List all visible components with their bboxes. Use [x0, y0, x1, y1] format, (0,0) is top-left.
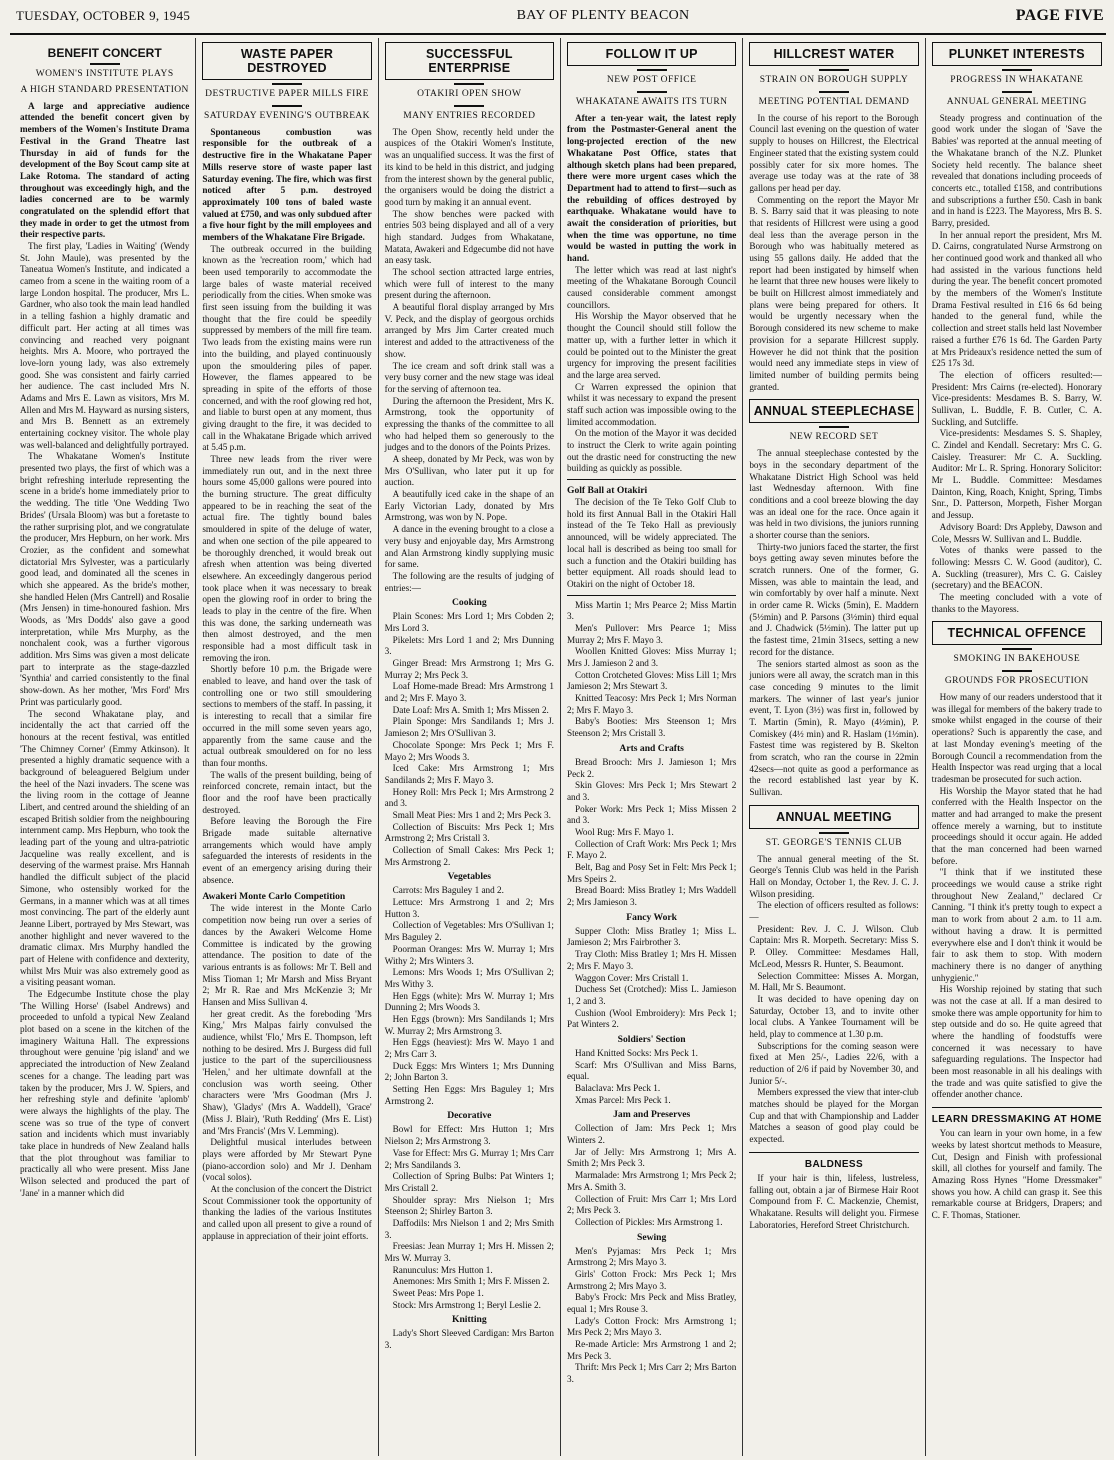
result-entry: Bowl for Effect: Mrs Hutton 1; Mrs Nielson 2; Mrs Armstrong 3.	[384, 1124, 554, 1147]
paragraph: The following are the results of judging of entries:—	[384, 570, 554, 593]
lead-paragraph: A large and appreciative audience attended the benefit concert given by members of the Women's Institute Drama Festival in the Grand Theatre last Thursday in aid of funds for the development of the Boy Scout camp site at Lake Rotoma. The standard of acting throughout was exceedingly high, and the ladies concerned are to be warmly congratulated on the splendid effort that they made in order to get the utmost from their respective parts.	[20, 100, 190, 240]
subheadline: WHAKATANE AWAITS ITS TURN	[575, 96, 728, 107]
divider	[749, 1152, 918, 1153]
result-entry: Sweet Peas: Mrs Pope 1.	[392, 1288, 484, 1299]
result-entry: Lemons: Mrs Woods 1; Mrs O'Sullivan 2; Mrs Withy 3.	[384, 967, 554, 989]
result-entry: Waggon Cover: Mrs Cristall 1.	[574, 972, 689, 983]
body-paragraphs	[749, 448, 918, 799]
divider	[819, 832, 849, 834]
results-section-heading: Decorative	[447, 1110, 492, 1122]
body-paragraphs	[749, 113, 918, 394]
paragraph: The letter which was read at last night's meeting of the Whakatane Borough Council caused considerable comment amongst councillors.	[566, 264, 737, 310]
article-technical-offence	[932, 621, 1102, 1101]
column-3	[379, 38, 561, 1456]
paragraph: His Worship the Mayor observed that he thought the Council should still follow the matter up, with a further letter in which it could be pointed out to the Minister the great urgency for improving the present facilities and the large area served.	[566, 311, 737, 380]
subheadline: NEW RECORD SET	[789, 432, 879, 443]
body-paragraphs	[202, 244, 371, 887]
article-plunket-interests	[932, 42, 1102, 615]
advert-title: LEARN DRESSMAKING AT HOME	[931, 1114, 1102, 1126]
result-entry: Collection of Pickles: Mrs Armstrong 1.	[574, 1216, 723, 1227]
subheadline: OTAKIRI OPEN SHOW	[417, 89, 522, 99]
paragraph: Steady progress and continuation of the good work under the slogan of 'Save the Babies' was reported at the annual meeting of the Whakatane branch of the N.Z. Plunket Society held recently. The balance sheet revealed that donations including proceeds of concerts etc., totalled £158, and contributions and subscriptions a further £50. Cash in bank and in hand is £223. The Mayoress, Mrs B. S. Barry, presided.	[931, 112, 1102, 228]
column-4	[561, 38, 743, 1456]
divider	[819, 69, 849, 71]
paragraph: President: Rev. J. C. J. Wilson. Club Captain: Mrs R. Morpeth. Secretary: Miss S. P. Olley. Committee: Mesdames Hall, McLeod, Messrs R. Hunter, S. Beaumont.	[749, 923, 919, 969]
divider	[90, 63, 120, 65]
divider	[637, 69, 667, 71]
column-2	[196, 38, 378, 1456]
results-list	[385, 597, 554, 1352]
result-entry: Collection of Small Cakes: Mrs Peck 1; Mrs Armstrong 2.	[384, 845, 554, 867]
result-entry: Wool Rug: Mrs F. Mayo 1.	[574, 826, 674, 837]
paragraph: The Whakatane Women's Institute presented two plays, the first of which was a bright refreshing interlude representing the scene in a bride's home immediately prior to the wedding. The title 'One Wedding Two Brides' (Ursala Bloom) was but a foretaste to the rather surprising plot, and we congratulate the producer, Mrs Hepburn, on her work. Mrs Crozier, as the confident and somewhat dictatorial Mrs Sylvester, was a particularly good lead, and dominated all the scenes in which she appeared. As the bride's mother, she handled Helen (Mrs Cantrell) and Rosalie (Mrs Jensen) in time-honoured fashion. Mrs Woods, as 'Mrs Dodds' also gave a good interpretation, while Mrs Murphy, as the nonchalent cook, was a further vigorous addition. Mrs Sims was given a most delicate part to interprate as the stage-dazzled 'Synthia' and carried consistently to the final show-down. As her mother, 'Mrs Ford' Mrs Print was particularly good.	[20, 451, 190, 707]
subheadline: GROUNDS FOR PROSECUTION	[944, 676, 1089, 687]
result-entry: Men's Pullover: Mrs Pearce 1; Miss Murray 2; Mrs F. Mayo 3.	[566, 622, 737, 645]
results-section-heading: Cooking	[451, 597, 487, 609]
paragraph: Cr Warren expressed the opinion that whilst it was necessary to expand the present staff such action was impossible owing to the limited accommodation.	[566, 381, 737, 427]
results-section-heading: Knitting	[451, 1314, 487, 1326]
paragraph: The annual general meeting of the St. George's Tennis Club was held in the Parish Hall on Monday, October 1, the Rev. J. C. J. Wilson presiding.	[749, 853, 919, 899]
masthead	[16, 2, 1104, 30]
paragraph: A beautiful floral display arranged by Mrs V. Peck, and the display of georgous orchids arranged by Mrs Jim Carter created much interest and added to the attractiveness of the show.	[384, 302, 554, 359]
headline: HILLCREST WATER	[749, 42, 918, 66]
result-entry: Hen Eggs (white): Mrs W. Murray 1; Mrs Dunning 2; Mrs Woods 3.	[384, 990, 554, 1013]
paragraph: Commenting on the report the Mayor Mr B. S. Barry said that it was pleasing to note that residents of Hillcrest were using a good deal less than the average person in the Borough who was habitually metered as using 55 gallons daily. He added that the report had been instigated by himself when he learnt that three new houses were likely to be built on Hillcrest almost immediately and plans were being prepared for others. It would be urgently necessary when the Borough considered its new scheme to make provision for a separate Hillcrest supply. However he did not think that the position would need any immediate steps in view of limited number of building permits being granted.	[749, 194, 919, 392]
divider	[932, 1107, 1102, 1108]
headline: FOLLOW IT UP	[567, 42, 736, 66]
results-section-heading: Jam and Preserves	[613, 1109, 691, 1121]
paragraph: Members expressed the view that inter-club matches should be played for the Morgan Cup and that with Championship and Ladder Matches a season of good play could be expected.	[749, 1087, 919, 1145]
lead-paragraph: After a ten-year wait, the latest reply from the Postmaster-General anent the long-projected erection of the new Whakatane Post Office, states that although sketch plans had been prepared, there were more urgent cases which the Department had to attend to first—such as the rebuilding of offices destroyed by earthquake. Whakatane would have to await the consideration of priorities, but when the time was opportune, no time would be wasted in putting the work in hand.	[566, 112, 737, 263]
paragraph: The Open Show, recently held under the auspices of the Otakiri Women's Institute, was an unqualified success. It was the first of its kind to be held in this district, and judging from the interest shown by the general public, the organisers would be doing the district a good turn by making it an annual event.	[384, 126, 554, 207]
result-entry: Daffodils: Mrs Nielson 1 and 2; Mrs Smith 3.	[384, 1217, 554, 1240]
result-entry: Knitted Teacosy: Mrs Peck 1; Mrs Norman 2; Mrs F. Mayo 3.	[566, 693, 737, 715]
paragraph: The outbreak occurred in the building known as the 'recreation room,' which had been used temporarily to accommodate the large bales of waste material received periodically from the cities. When smoke was first seen issuing from the building it was thought that the fire could be speedily suppressed by members of the mill fire team. Two leads from the existing mains were run into the building, and played continuously upon the smouldering piles of paper. However, the flames appeared to be spreading in spite of the efforts of those concerned, and with the roof glowing red hot, and liable to burst open at any moment, thus giving draught to the fire, it was decided to call in the Whakatane Brigade which arrived at 5.45 p.m.	[202, 243, 372, 453]
result-entry: Collection of Spring Bulbs: Pat Winters 1; Mrs Cristall 2.	[384, 1171, 554, 1193]
article-annual-steeplechase	[749, 399, 918, 799]
result-entry: Stock: Mrs Armstrong 1; Beryl Leslie 2.	[392, 1299, 541, 1310]
result-entry: Men's Pyjamas: Mrs Peck 1; Mrs Armstrong 2; Mrs Mayo 3.	[566, 1245, 737, 1268]
result-entry: Supper Cloth: Miss Bratley 1; Miss L. Jamieson 2; Mrs Fairbrother 3.	[566, 925, 737, 948]
result-entry: Tray Cloth: Miss Bratley 1; Mrs H. Missen 2; Mrs F. Mayo 3.	[566, 949, 737, 971]
headline: BENEFIT CONCERT	[47, 46, 162, 60]
paragraph: His Worship rejoined by stating that such was not the case at all. If a man desired to smoke there was ample opportunity for him to step outside and do so. He quite agreed that where the handling of foodstuffs were concerned it was necessary to have safeguarding regulations. The Inspector had been most reasonable in all his dealings with the trade and was quite satisfied to give the offender another chance.	[931, 984, 1102, 1100]
result-entry: Lady's Short Sleeved Cardigan: Mrs Barton 3.	[384, 1328, 554, 1351]
paragraph: The election of officers resulted as follows:—	[749, 900, 919, 923]
divider	[567, 595, 736, 596]
divider	[454, 83, 484, 85]
divider	[1002, 69, 1032, 71]
paragraph: Delightful musical interludes between plays were afforded by Mr Stewart Pyne (piano-accordion solo) and Mr J. Denham (vocal solos).	[202, 1137, 372, 1183]
result-entry: Lettuce: Mrs Armstrong 1 and 2; Mrs Hutton 3.	[384, 897, 554, 919]
subheadline: A HIGH STANDARD PRESENTATION	[20, 84, 189, 95]
page-number: PAGE FIVE	[1015, 7, 1104, 24]
divider	[1002, 648, 1032, 650]
subheadline: SATURDAY EVENING'S OUTBREAK	[204, 110, 370, 121]
paragraph: How many of our readers understood that it was illegal for members of the bakery trade to smoke whilst engaged in the course of their operations? Such is apparently the case, and at last Monday evening's meeting of the Borough Council a recommendation from the Health Inspector was read urging that a local tradesman be prosecuted for such action.	[931, 692, 1102, 784]
body-paragraphs	[202, 903, 371, 1242]
result-entry: Iced Cake: Mrs Armstrong 1; Mrs Sandilands 2; Mrs F. Mayo 3.	[384, 763, 554, 785]
paragraph: The wide interest in the Monte Carlo competition now being run over a series of dances by the Awakeri Welcome Home Committee is indicated by the growing attendance. The position to date of the various entrants is as follows: Mr T. Bell and Miss Tioman 1; Mr Marsh and Miss Bryant 2; Mr R. Rae and Mrs McKenzie 3; Mr Hansen and Miss Sullivan 4.	[202, 903, 372, 1007]
result-entry: Woollen Knitted Gloves: Miss Murray 1; Mrs J. Jamieson 2 and 3.	[566, 646, 737, 668]
paragraph: The annual steeplechase contested by the boys in the secondary department of the Whakatane District High School was held last Wednesday afternoon. With fine conditions and a cool breeze blowing the day was an ideal one for the race. Once again it was held in two divisions, the juniors running a shorter course than the seniors.	[749, 448, 919, 540]
result-entry: Duchess Set (Crotched): Miss L. Jamieson 1, 2 and 3.	[566, 984, 737, 1006]
result-entry: Thrift: Mrs Peck 1; Mrs Carr 2; Mrs Barton 3.	[566, 1362, 737, 1385]
result-entry: Cushion (Wool Embroidery): Mrs Peck 1; Pat Winters 2.	[566, 1007, 737, 1030]
result-entry: Duck Eggs: Mrs Winters 1; Mrs Dunning 2; John Barton 3.	[384, 1060, 554, 1083]
result-entry: Carrots: Mrs Baguley 1 and 2.	[392, 885, 504, 896]
advert-text: You can learn in your own home, in a few weeks by latest shortcut methods to Measure, Cut, Design and Finish with professional skill, all clothes for yourself and family. The Amazing Ross Hynes "Home Dressmaker" shows you how. A child can grasp it. See this remarkable course at Bridgers, Drapers; and C. F. Thomas, Stationer.	[931, 1128, 1102, 1220]
article-successful-enterprise	[385, 42, 554, 1352]
subsection-title: Awakeri Monte Carlo Competition	[202, 891, 346, 903]
paragraph: The seniors started almost as soon as the juniors were all away, the scratch man in this case conceding 9 minutes to the limit markers. The winner of last year's junior event, T. Lyon (3½) was first in, followed by T. Martin (5min), R. Mayo (4½min), P. Comiskey (4½ min) and R. Haslam (1½min). Fastest time was registered by B. Skelton from scratch, who ran the course in 22min 42secs—not quite as good a performance as the record established last year by K. Sullivan.	[749, 658, 919, 798]
paragraph: Shortly before 10 p.m. the Brigade were enabled to leave, and hand over the task of controlling one or two still smouldering sections to members of the staff. In passing, it is interesting to recall that a similar fire occurred in the mill some seven years ago, apparently from the same cause and the actual outbreak smouldered on for no less than four months.	[202, 664, 372, 768]
result-entry: Cotton Crotcheted Gloves: Miss Lill 1; Mrs Jamieson 2; Mrs Stewart 3.	[566, 669, 737, 692]
result-entry: Collection of Fruit: Mrs Carr 1; Mrs Lord 2; Mrs Peck 3.	[566, 1193, 737, 1216]
result-entry: Hen Eggs (heaviest): Mrs W. Mayo 1 and 2; Mrs Carr 3.	[384, 1037, 554, 1059]
results-section-heading: Vegetables	[447, 871, 491, 883]
result-entry: Anemones: Mrs Smith 1; Mrs F. Missen 2.	[392, 1276, 550, 1287]
result-entry: Bread Brooch: Mrs J. Jamieson 1; Mrs Peck 2.	[566, 756, 737, 779]
divider	[1002, 670, 1032, 672]
paragraph: The first play, 'Ladies in Waiting' (Wendy St. John Maule), was presented by the Taneatua Women's Institute, and indicated a cameo from a scene in the waiting room of a large London hospital. The producer, Mrs L. Gardner, who also took the main lead handled in a telling fashion a highly dramatic and difficult part. Her acting at all times was convincing and reached very poignant heights. Mrs A. Moore, who portrayed the love-lorn young lady, was also extremely good. She was consistent and fairly carried her audience. The cast included Mrs N. Adams and Mrs E. Lawn as visitors, Mrs M. Allen and Mrs M. Hayward as nursing sisters, and Mrs B. Bennett as an extremely entertaining cockney visitor. The whole play was well-balanced and delightfully portrayed.	[20, 241, 190, 450]
paragraph: Votes of thanks were passed to the following: Messrs C. W. Good (auditor), C. A. Suckling (treasurer), Mrs C. G. Caisley (secretary) and the BEACON.	[931, 545, 1102, 591]
result-entry: Skin Gloves: Mrs Peck 1; Mrs Stewart 2 and 3.	[566, 780, 737, 802]
results-section-heading: Fancy Work	[626, 911, 678, 923]
column-6	[926, 38, 1108, 1456]
paragraph: The second Whakatane play, and incidentally the act that carried off the honours at the recent festival, was entitled 'The Chimney Corner' (Emmy Atkinson). It presented a highly dramatic sequence with a background of beleaguered Belgium under the heel of the Nazi invaders. The scene was the living room in the cottage of Jeanne Libert, and centred around the shielding of an escaped British soldier from the neighbouring internment camp. Mrs Hepburn, who took the leading part of the young and ultra-patriotic Jacqueline was really excellent, and is deserving of the warmest praise. Mrs Hannah handled the difficult subject of the placid Simone, who ostensibly worked for the Germans, in a manner which was at all times most convincing. The part of the elderly aunt Jeanne Libert, portrayed by Mrs Stewart, was another highlight and never wavered to the dramatic climax. Mrs Murphy handled the part of Helene with confidence and dexterity, whilst Mrs Muir was also extremely good as a visiting peasant woman.	[20, 708, 190, 988]
paragraph: A dance in the evening brought to a close a very busy and enjoyable day, Mrs Armstrong and Alan Armstrong kindly supplying music for same.	[384, 524, 554, 570]
result-entry: Collection of Jam: Mrs Peck 1; Mrs Winters 2.	[566, 1123, 737, 1146]
result-entry: Collection of Craft Work: Mrs Peck 1; Mrs F. Mayo 2.	[566, 838, 737, 861]
article-follow-it-up	[567, 42, 736, 1386]
body-paragraphs	[932, 113, 1102, 616]
article-annual-meeting	[749, 805, 918, 1146]
result-entry: Pikelets: Mrs Lord 1 and 2; Mrs Dunning 3.	[384, 634, 554, 657]
result-entry: Freesias: Jean Murray 1; Mrs H. Missen 2; Mrs W. Murray 3.	[384, 1241, 554, 1263]
paragraph: The show benches were packed with entries 503 being displayed and all of a very high standard. Judges from Whakatane, Matata, Awakeri and Edgecumbe did not have an easy task.	[384, 208, 554, 266]
result-entry: Honey Roll: Mrs Peck 1; Mrs Armstrong 2 and 3.	[384, 786, 554, 809]
subheadline: NEW POST OFFICE	[606, 75, 697, 85]
article-benefit-concert	[20, 46, 189, 1199]
results-list	[567, 600, 736, 1386]
result-entry: Jar of Jelly: Mrs Armstrong 1; Mrs A. Smith 2; Mrs Peck 3.	[566, 1146, 737, 1169]
result-entry: Belt, Bag and Posy Set in Felt: Mrs Peck 1; Mrs Speirs 2.	[566, 862, 737, 884]
result-entry: Plain Sponge: Mrs Sandilands 1; Mrs J. Jamieson 2; Mrs O'Sullivan 3.	[384, 716, 554, 739]
paragraph: her great credit. As the foreboding 'Mrs King,' Mrs Malpas fairly convulsed the audience, whilst 'Flo,' Mrs E. Thompson, left nothing to be desired. Mrs J. Burgess did full justice to the part of the superciliousness 'Helen,' and her ultimate downfall at the conclusion was worth seeing. Other characters were 'Mrs Goodman (Mrs J. Shaw), 'Gladys' (Mrs A. Waddell), 'Grace' (Miss J. Blair), 'Ruth Redding' (Mrs E. List) and 'Mrs Francis' (Mrs V. Lemming).	[202, 1008, 372, 1136]
result-entry: Baby's Booties: Mrs Steenson 1; Mrs Steenson 2; Mrs Cristall 3.	[566, 716, 737, 739]
paragraph: At the conclusion of the concert the District Scout Commissioner took the opportunity of thanking the ladies of the various Institutes and called upon all present to give a round of applause in appreciation of their joint efforts.	[202, 1183, 372, 1241]
body-paragraphs	[20, 241, 189, 1199]
body-paragraphs	[385, 127, 554, 595]
paragraph: The walls of the present building, being of reinforced concrete, remain intact, but the floor and the roof have been practically destroyed.	[202, 769, 372, 815]
result-entry: Re-made Article: Mrs Armstrong 1 and 2; Mrs Peck 3.	[566, 1339, 737, 1361]
paragraph: The meeting concluded with a vote of thanks to the Mayoress.	[931, 591, 1102, 614]
paragraph: In the course of his report to the Borough Council last evening on the question of water supply to houses on Hillcrest, the Electrical Engineer stated that the existing system could possibly cater for six more homes. The average use today was at the rate of 38 gallons per head per day.	[749, 112, 919, 193]
body-paragraphs	[749, 854, 918, 1146]
paragraph: Advisory Board: Drs Appleby, Dawson and Cole, Messrs W. Sullivan and L. Buddle.	[931, 521, 1102, 544]
paragraph: Before leaving the Borough the Fire Brigade made suitable alternative arrangements which would have amply safeguarded the interests of residents in the event of an emergency arising during their absence.	[202, 816, 372, 885]
result-entry: Ginger Bread: Mrs Armstrong 1; Mrs G. Murray 2; Mrs Peck 3.	[384, 658, 554, 680]
result-entry: Girls' Cotton Frock: Mrs Peck 1; Mrs Armstrong 2; Mrs Mayo 3.	[566, 1268, 737, 1291]
result-entry: Balaclava: Mrs Peck 1.	[574, 1083, 661, 1093]
result-entry: Hen Eggs (brown): Mrs Sandilands 1; Mrs W. Murray 2; Mrs Armstrong 3.	[384, 1013, 554, 1036]
advert-title: BALDNESS	[804, 1158, 864, 1170]
subheadline: PROGRESS IN WHAKATANE	[950, 75, 1084, 85]
divider	[1002, 91, 1032, 93]
body-paragraphs	[567, 497, 736, 591]
paragraph: During the afternoon the President, Mrs K. Armstrong, took the opportunity of expressing the thanks of the committee to all who had helped them so generously to the judges and to the donors of the Points Prizes.	[384, 395, 554, 453]
subheadline: MANY ENTRIES RECORDED	[403, 110, 536, 121]
divider	[819, 426, 849, 428]
advert-dressmaking	[932, 1107, 1102, 1222]
paragraph: In her annual report the president, Mrs M. D. Cairns, congratulated Nurse Armstrong on her continued good work and thanked all who had assisted in the various functions held during the year. The benefit concert promoted by the members of the Women's Institute Drama Festival resulted in £16 6s 6d being handed to the general fund, while the collection and street stalls held last November raised a further £76 1s 6d. The Garden Party at Mrs Prideaux's residence netted the sum of £25 17s 3d.	[931, 229, 1102, 369]
result-entry: Plain Scones: Mrs Lord 1; Mrs Cobden 2; Mrs Lord 3.	[384, 611, 554, 633]
subheadline: ANNUAL GENERAL MEETING	[946, 96, 1087, 107]
result-entry: Setting Hen Eggs: Mrs Baguley 1; Mrs Armstrong 2.	[384, 1084, 554, 1106]
result-entry: Date Loaf: Mrs A. Smith 1; Mrs Missen 2.	[392, 704, 549, 715]
result-entry: Lady's Cotton Frock: Mrs Armstrong 1; Mrs Peck 2; Mrs Mayo 3.	[566, 1315, 737, 1338]
headline: WASTE PAPER DESTROYED	[202, 42, 371, 80]
result-entry: Poorman Oranges: Mrs W. Murray 1; Mrs Withy 2; Mrs Winters 3.	[384, 943, 554, 966]
result-entry: Shoulder spray: Mrs Nielson 1; Mrs Steenson 2; Shirley Barton 3.	[384, 1194, 554, 1217]
result-entry: Ranunculus: Mrs Hutton 1.	[392, 1264, 493, 1275]
subheadline: STRAIN ON BOROUGH SUPPLY	[759, 75, 909, 85]
results-section-heading: Soldiers' Section	[617, 1033, 686, 1045]
result-entry: Loaf Home-made Bread: Mrs Armstrong 1 and 2; Mrs F. Mayo 3.	[384, 681, 554, 704]
results-section-heading: Arts and Crafts	[619, 742, 684, 754]
paragraph: The election of officers resulted:— President: Mrs Cairns (re-elected). Honorary Vice-presidents: Mesdames B. S. Barry, W. Sullivan, L. Buddle, F. B. Cutler, C. A. Suckling, and Sutcliffe.	[931, 369, 1102, 427]
lead-paragraph: Spontaneous combustion was responsible for the outbreak of a destructive fire in the Whakatane Paper Mills reserve store of waste paper last Saturday evening. The fire, which was first noticed after 5 p.m. destroyed approximately 100 tons of baled waste valued at £750, and was only subdued after a five hour fight by the mill employees and members of the Whakatane Fire Brigade.	[202, 126, 372, 242]
paragraph: The school section attracted large entries, which were full of interest to the many present during the afternoon.	[384, 267, 554, 301]
result-entry: Collection of Biscuits: Mrs Peck 1; Mrs Armstrong 2; Mrs Cristall 3.	[384, 821, 554, 844]
paragraph: A sheep, donated by Mr Peck, was won by Mrs O'Sullivan, who later put it up for auction.	[384, 454, 554, 488]
headline: ANNUAL MEETING	[749, 805, 918, 829]
paragraph: Selection Committee: Misses A. Morgan, M. Hall, Mr S. Beaumont.	[749, 970, 919, 993]
subsection-title: Golf Ball at Otakiri	[566, 485, 648, 497]
column-5	[743, 38, 925, 1456]
article-waste-paper	[202, 42, 371, 1242]
divider	[454, 105, 484, 107]
masthead-rule	[10, 33, 1106, 35]
divider	[272, 83, 302, 85]
advert-text: If your hair is thin, lifeless, lustreless, falling out, obtain a jar of Birmese Hair Root Compound from F. C. Mackenzie, Chemist, Whakatane. Results will delight you. Firmese Laboratories, Hereford Street Christchurch.	[749, 1172, 919, 1230]
result-entry: Poker Work: Mrs Peck 1; Miss Missen 2 and 3.	[566, 803, 737, 826]
headline: SUCCESSFUL ENTERPRISE	[385, 42, 554, 80]
result-entry: Baby's Frock: Mrs Peck and Miss Bratley, equal 1; Mrs Rouse 3.	[566, 1292, 737, 1314]
headline: ANNUAL STEEPLECHASE	[749, 399, 918, 423]
paragraph: On the motion of the Mayor it was decided to instruct the Clerk to write again pointing out the drastic need for constructing the new building as quickly as possible.	[566, 428, 737, 474]
paragraph: Vice-presidents: Mesdames S. S. Shapley, C. Zindel and Kendall. Secretary: Mrs C. G. Caisley. Treasurer: Mr C. A. Suckling. Auditor: Mr L. R. Spring. Honorary Solicitor: Mr L. Buddle. Committee: Mesdames Dainton, King, Roach, Knight, Spring, Timbs Snr., D. Patterson, Morpeth, Fisher Morgan and Jessup.	[931, 428, 1102, 521]
article-hillcrest-water	[749, 42, 918, 393]
result-entry: Vase for Effect: Mrs G. Murray 1; Mrs Carr 2; Mrs Sandilands 3.	[384, 1147, 554, 1170]
headline: TECHNICAL OFFENCE	[932, 621, 1102, 645]
result-entry: Chocolate Sponge: Mrs Peck 1; Mrs F. Mayo 2; Mrs Woods 3.	[384, 739, 554, 762]
columns	[14, 38, 1108, 1456]
paragraph: A beautifully iced cake in the shape of an Early Victorian Lady, donated by Mrs Armstrong, was won by N. Pope.	[384, 489, 554, 523]
paragraph: The decision of the Te Teko Golf Club to hold its first Annual Ball in the Otakiri Hall instead of the Te Teko Hall as previously announced, will be widely appreciated. The local hall is described as being too small for such a function and the Otakiri building has better equipment. All roads should lead to Otakiri on the night of October 18.	[566, 497, 737, 589]
result-entry: Xmas Parcel: Mrs Peck 1.	[574, 1094, 671, 1105]
divider	[819, 91, 849, 93]
paragraph: It was decided to have opening day on Saturday, October 13, and to invite other local clubs. A Yankee Tournament will be held, play to commence at 1.30 p.m.	[749, 993, 919, 1039]
result-entry: Marmalade: Mrs Armstrong 1; Mrs Peck 2; Mrs A. Smith 3.	[566, 1170, 737, 1192]
column-1	[14, 38, 196, 1456]
paragraph: Subscriptions for the coming season were fixed at Men 25/-, Ladies 22/6, with a reduction of 2/6 if paid by November 30, and Junior 5/-.	[749, 1040, 919, 1086]
divider	[637, 91, 667, 93]
paragraph: The ice cream and soft drink stall was a very busy corner and the new stage was ideal for the serving of afternoon tea.	[384, 360, 554, 394]
paragraph: His Worship the Mayor stated that he had conferred with the Health Inspector on the matter and had arranged to make the present offence merely a warning, but to institute proceedings should it occur again. He added that the man concerned had been warned before.	[931, 785, 1102, 866]
paragraph: Three new leads from the river were immediately run out, and in the next three hours some 45,000 gallons were poured into the burning structure. The great difficulty appeared to be in reaching the seat of the actual fire. The tightly bound bales smouldered in spite of the deluge of water, and when one section of the pile appeared to be thoroughly drenched, it would break out afresh when attention was being diverted elsewhere. An exceedingly dangerous period took place when it was necessary to break open the glowing roof in order to bring the leads to play in the centre of the fire. When this was done, the sarking underneath was then almost destroyed, and the men responsible had a most difficult task in removing the iron.	[202, 454, 372, 663]
subheadline: ST. GEORGE'S TENNIS CLUB	[765, 837, 903, 848]
body-paragraphs	[567, 265, 736, 475]
subheadline: DESTRUCTIVE PAPER MILLS FIRE	[205, 89, 369, 99]
headline: PLUNKET INTERESTS	[932, 42, 1102, 66]
newspaper-name: BAY OF PLENTY BEACON	[516, 8, 690, 23]
result-entry: Collection of Vegetables: Mrs O'Sullivan 1; Mrs Baguley 2.	[384, 920, 554, 943]
issue-date: TUESDAY, OCTOBER 9, 1945	[16, 8, 191, 23]
paragraph: Thirty-two juniors faced the starter, the first boys getting away seven minutes before the scratch runners. One of the former, G. Missen, was able to maintain the lead, and win comfortably by over half a minute. Next in order came R. Wicks (5min), E. Maddern (5½min) and P. Parsons (3½min) third equal and J. Chadwick (5½min). The latter put up the fastest time, 21min 31secs, setting a new record for the distance.	[749, 541, 919, 657]
result-entry: Miss Martin 1; Mrs Pearce 2; Miss Martin 3.	[566, 599, 737, 622]
results-section-heading: Sewing	[636, 1231, 667, 1243]
body-paragraphs	[932, 692, 1102, 1101]
subheadline: SMOKING IN BAKEHOUSE	[953, 654, 1081, 665]
subheadline: MEETING POTENTIAL DEMAND	[758, 96, 910, 107]
result-entry: Hand Knitted Socks: Mrs Peck 1.	[574, 1047, 698, 1058]
result-entry: Scarf: Mrs O'Sullivan and Miss Barns, equal.	[566, 1059, 737, 1082]
result-entry: Small Meat Pies: Mrs 1 and 2; Mrs Peck 3.	[392, 809, 551, 820]
subheadline: WOMEN'S INSTITUTE PLAYS	[35, 69, 174, 79]
result-entry: Bread Board: Miss Bratley 1; Mrs Waddell 2; Mrs Jamieson 3.	[566, 885, 737, 908]
divider	[272, 105, 302, 107]
paragraph: The Edgecumbe Institute chose the play 'The Willing Horse' (Isabel Andrews) and proceeded to unfold a typical New Zealand plot based on a scene in the kitchen of the imaginery Waituna Hall. The expressions throughout were genuine 'pig island' and we appreciated the introduction of New Zealand scenes for a change. The leading part was taken by the producer, Mrs J. W. Spiers, and her refreshing style and definite 'aplomb' were always the highlights of the play. The scene was so true of the type of convert sation and incidents which must invariably take place in hundreds of New Zealand halls that the plot throughout was familiar to practically all who were present. Miss Jane Wilson selected and produced the part of 'Jane' in a manner which did	[20, 989, 190, 1198]
divider	[567, 479, 736, 480]
paragraph: "I think that if we instituted these proceedings we would cause a strike right throughout New Zealand," declared Cr Canning. "I think it's pretty tough to expect a man to work from about 2 a.m. to 11 a.m. without having a draw. It is permitted everywhere else and I don't think it would be fair to ask them to stop. With modern machinery there is no danger of anything unhygienic."	[931, 867, 1102, 983]
advert-baldness	[749, 1152, 918, 1231]
